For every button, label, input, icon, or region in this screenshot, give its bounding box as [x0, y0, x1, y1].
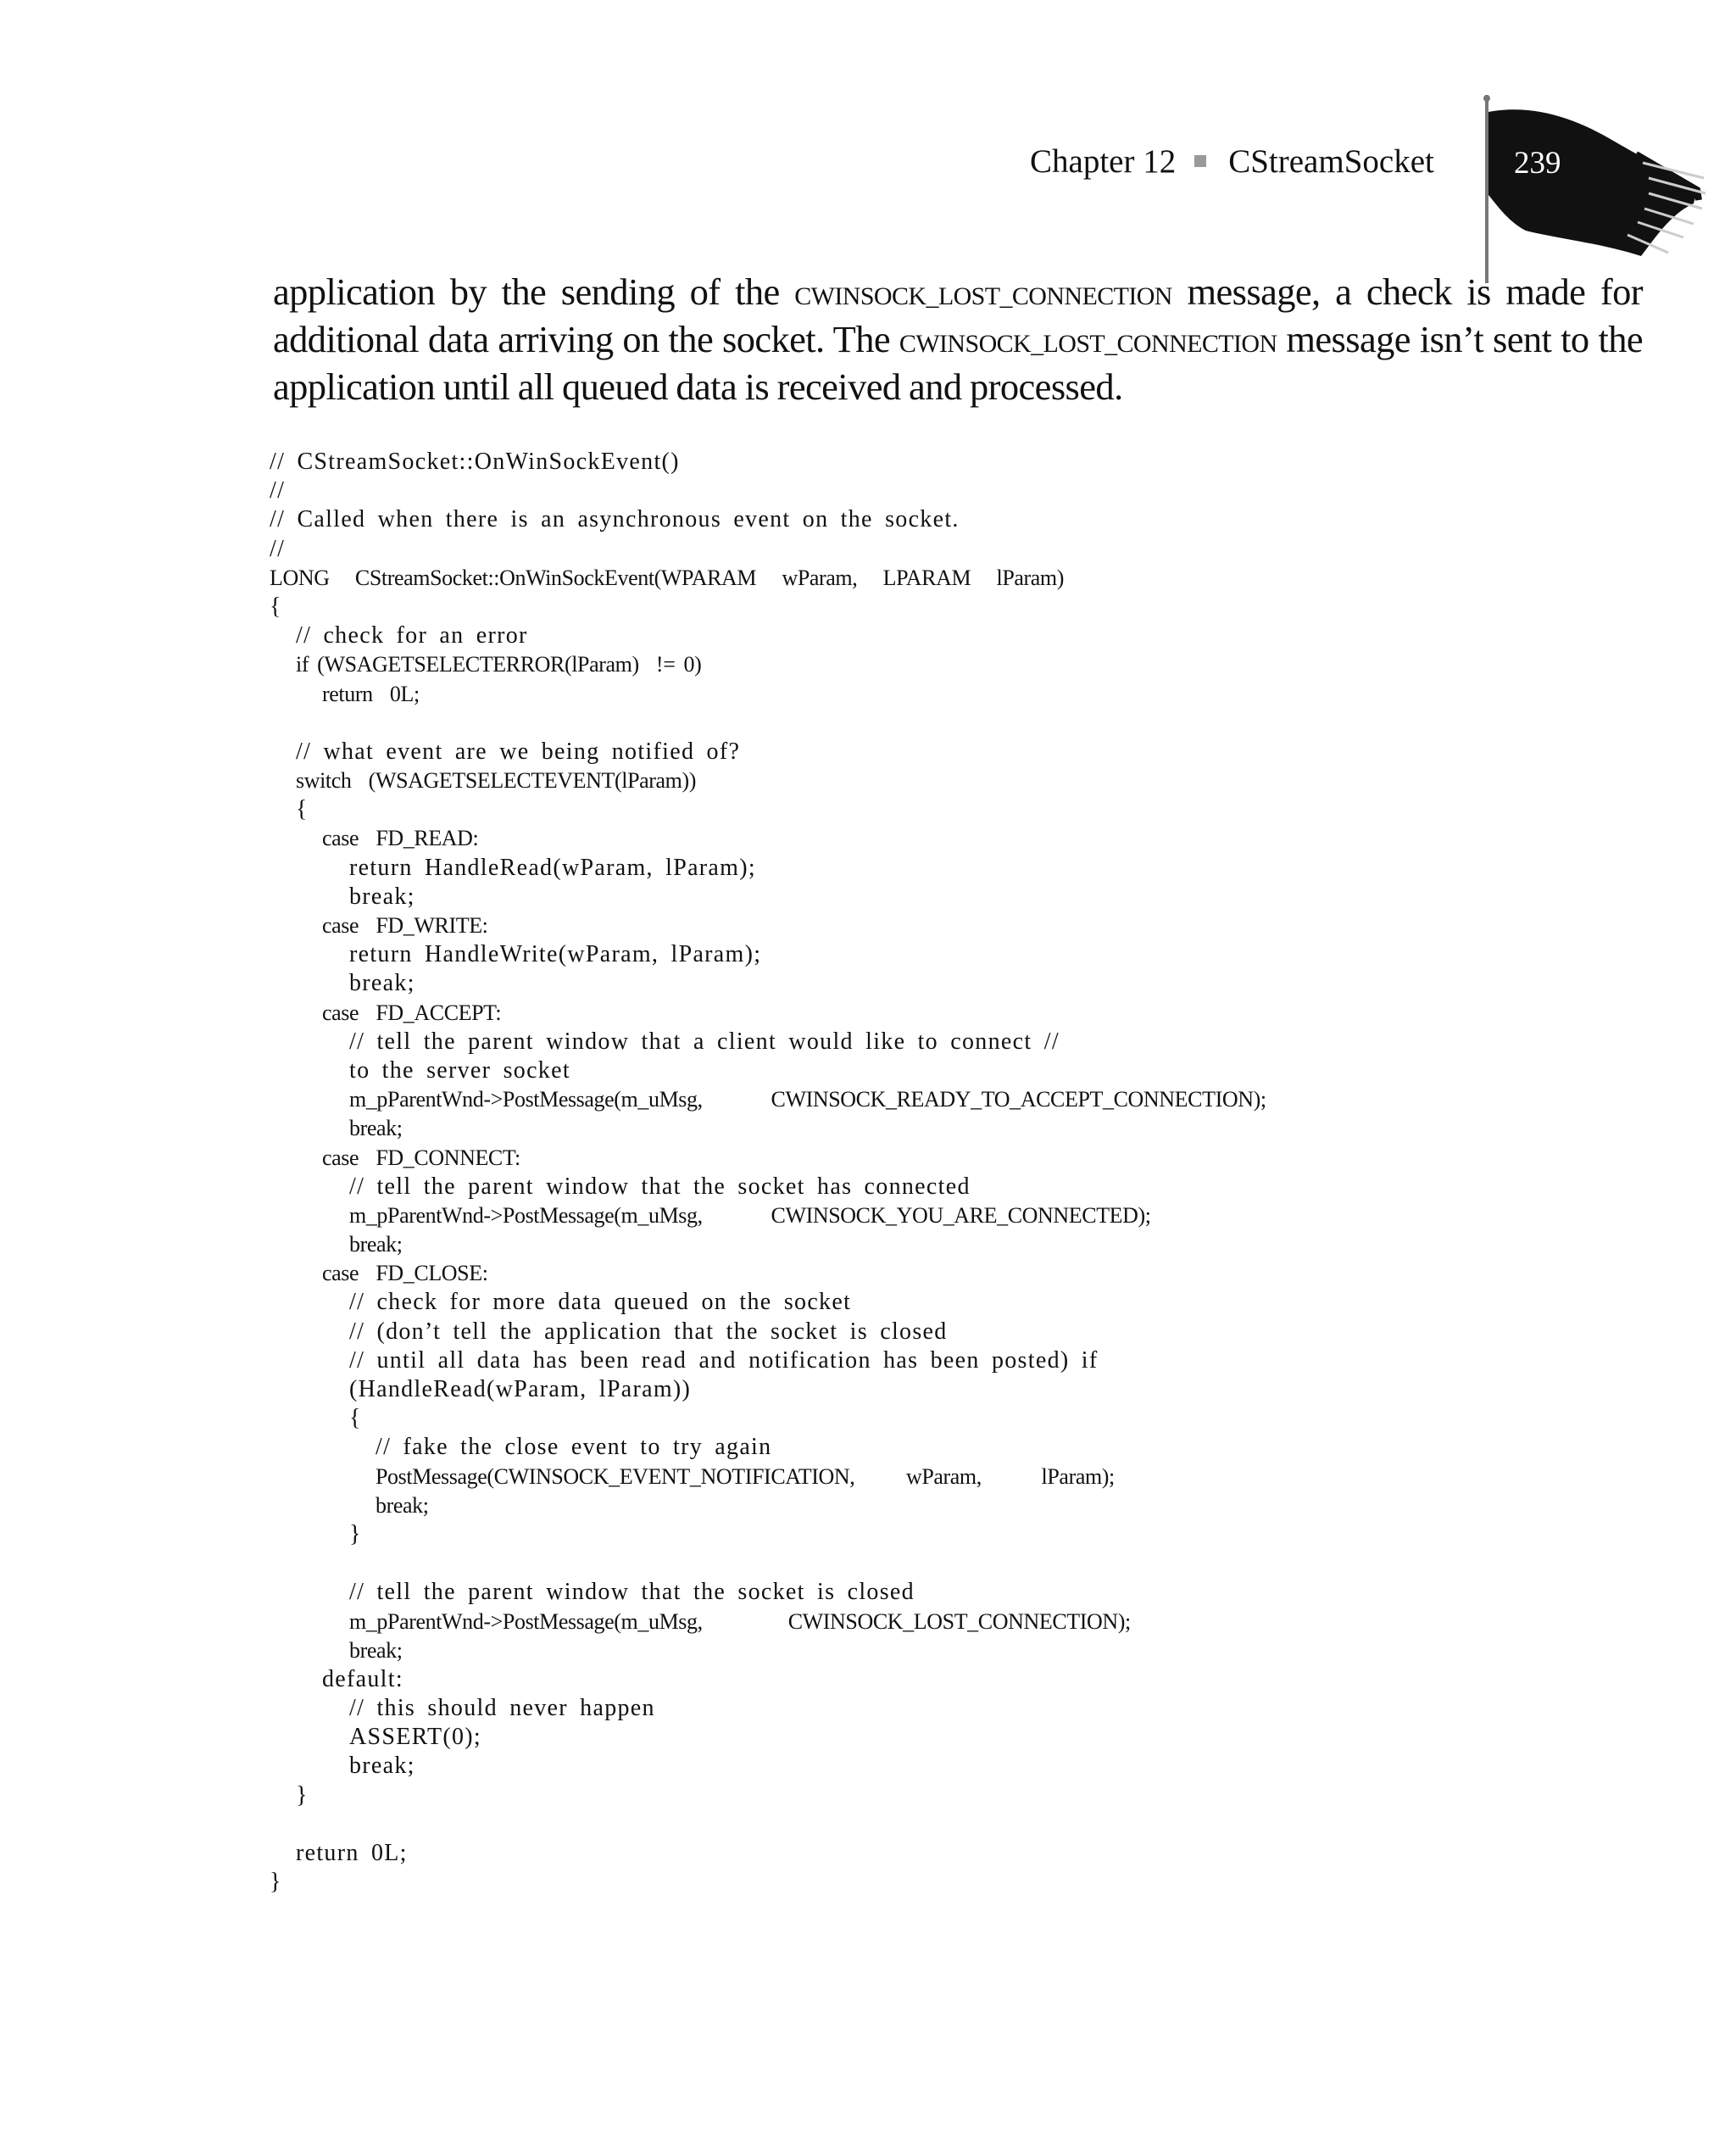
- code-line: [270, 1549, 1626, 1578]
- code-line: {: [296, 796, 309, 823]
- code-line: // check for more data queued on the socket: [349, 1289, 852, 1316]
- code-line: }: [296, 1781, 309, 1809]
- code-line: m_pParentWnd->PostMessage(m_uMsg, CWINSOCK_READY_TO_ACCEPT_CONNECTION);: [349, 1087, 1266, 1112]
- code-line: //: [270, 535, 286, 562]
- chapter-title: CStreamSocket: [1228, 142, 1434, 180]
- code-line: case FD_WRITE:: [322, 913, 488, 938]
- code-line: [270, 1810, 1626, 1839]
- code-line: }: [349, 1520, 362, 1547]
- code-line: // what event are we being notified of?: [296, 738, 741, 765]
- code-line: default:: [322, 1665, 403, 1692]
- code-line: // tell the parent window that the socket has connected: [349, 1173, 971, 1200]
- code-line: case FD_CONNECT:: [322, 1145, 520, 1170]
- code-line: // Called when there is an asynchronous event on the socket.: [270, 506, 960, 533]
- code-line: to the server socket: [349, 1056, 570, 1084]
- code-line: case FD_CLOSE:: [322, 1261, 488, 1286]
- code-line: [270, 709, 1626, 738]
- header-separator-square: [1194, 155, 1206, 167]
- code-line: // tell the parent window that a client would like to connect //: [349, 1028, 1060, 1055]
- chapter-label: Chapter 12: [1030, 142, 1177, 180]
- code-line: PostMessage(CWINSOCK_EVENT_NOTIFICATION, wParam, lParam);: [376, 1463, 1115, 1489]
- code-line: return HandleWrite(wParam, lParam);: [349, 941, 762, 968]
- code-line: m_pParentWnd->PostMessage(m_uMsg, CWINSOCK_YOU_ARE_CONNECTED);: [349, 1202, 1151, 1228]
- code-line: case FD_READ:: [322, 826, 479, 851]
- code-line: if (WSAGETSELECTERROR(lParam) != 0): [296, 652, 702, 677]
- code-line: break;: [349, 970, 415, 997]
- code-line: case FD_ACCEPT:: [322, 1000, 502, 1025]
- code-line: break;: [349, 883, 415, 910]
- running-header: [1030, 136, 1434, 187]
- code-line: // tell the parent window that the socket is closed: [349, 1579, 915, 1606]
- code-line: break;: [349, 1116, 403, 1141]
- code-line: return HandleRead(wParam, lParam);: [349, 854, 756, 881]
- code-line: return 0L;: [322, 681, 420, 706]
- code-line: {: [270, 593, 282, 620]
- code-line: break;: [349, 1232, 403, 1257]
- inline-constant-lost-connection: CWINSOCK_LOST_CONNECTION: [899, 330, 1277, 358]
- code-line: {: [349, 1405, 362, 1432]
- paragraph-text-1: application by the sending of the: [273, 270, 795, 313]
- paragraph-text-3: message isn’t sent to the application until all queued data is received and processed.: [273, 318, 1644, 408]
- code-line: ASSERT(0);: [349, 1724, 481, 1751]
- page-number: 239: [1514, 146, 1561, 181]
- code-line: break;: [376, 1492, 429, 1518]
- code-line: LONG CStreamSocket::OnWinSockEvent(WPARAM wParam, LPARAM lParam): [270, 565, 1065, 590]
- flag-icon: [1475, 95, 1712, 286]
- code-line: //: [270, 477, 286, 504]
- code-listing: [270, 448, 1626, 1897]
- code-line: break;: [349, 1637, 403, 1663]
- code-line: // until all data has been read and notification has been posted) if: [349, 1346, 1099, 1374]
- code-line: // this should never happen: [349, 1695, 655, 1722]
- inline-constant-lost-connection: CWINSOCK_LOST_CONNECTION: [794, 282, 1172, 310]
- code-line: // check for an error: [296, 622, 528, 649]
- code-line: break;: [349, 1753, 415, 1780]
- code-line: // CStreamSocket::OnWinSockEvent(): [270, 449, 680, 475]
- code-line: }: [270, 1869, 282, 1896]
- code-line: // (don’t tell the application that the socket is closed: [349, 1318, 948, 1345]
- code-line: switch (WSAGETSELECTEVENT(lParam)): [296, 768, 697, 794]
- code-line: (HandleRead(wParam, lParam)): [349, 1376, 692, 1402]
- code-line: return 0L;: [296, 1840, 408, 1866]
- paragraph-text-2: message, a check is made for additional data arriving on the socket. The: [273, 270, 1643, 360]
- code-line: // fake the close event to try again: [376, 1434, 772, 1461]
- code-line: m_pParentWnd->PostMessage(m_uMsg, CWINSOCK_LOST_CONNECTION);: [349, 1608, 1131, 1634]
- body-paragraph: [273, 270, 1643, 408]
